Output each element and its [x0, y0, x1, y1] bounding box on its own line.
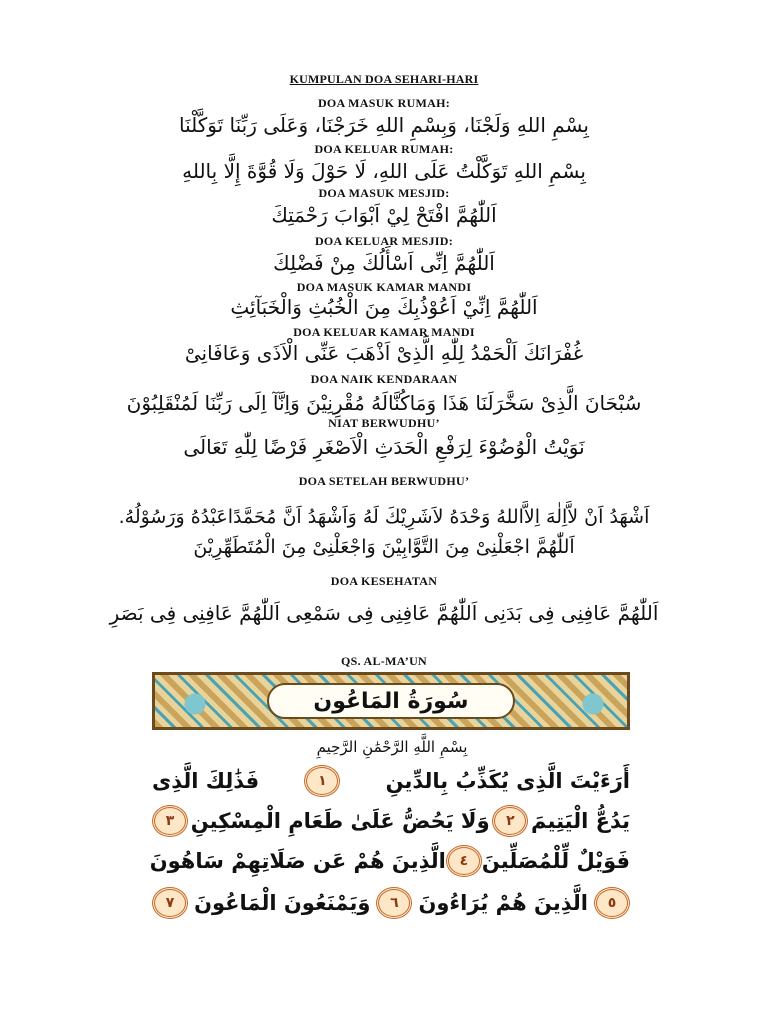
surah-banner [152, 672, 630, 730]
arabic-doa-keluar-rumah: بِسْمِ اللهِ تَوَكَّلْتُ عَلَى اللهِ، لَا حَوْلَ وَلَا قُوَّةَ إِلَّا بِاللهِ [182, 159, 586, 183]
ayah-number-marker: ٣ [152, 805, 188, 837]
heading-doa-masuk-rumah: DOA MASUK RUMAH: [317, 96, 451, 110]
arabic-doa-masuk-mesjid: اَللّٰهُمَّ افْتَحْ لِيْ اَبْوَابَ رَحْمَتِكَ [271, 203, 497, 227]
arabic-doa-masuk-kamar-mandi: اَللّٰهُمَّ اِنِّيْ اَعُوْذُبِكَ مِنَ الْخُبُثِ وَالْخَبَآئِثِ [230, 295, 538, 319]
heading-doa-naik-kendaraan: DOA NAIK KENDARAAN [310, 372, 458, 386]
arabic-doa-naik-kendaraan: سُبْحَانَ الَّذِىْ سَخَّرَلَنَا هَذَا وَمَاكُنَّالَهُ مُقْرِنِيْنَ وَاِنَّآ اِلَى رَبِّنَا لَمُنْقَلِبُوْنَ [126, 391, 642, 415]
arabic-doa-setelah-berwudhu-1: اَشْهَدُ اَنْ لاَّاِلٰهَ اِلاَّاللهُ وَحْدَهُ لاَشَرِيْكَ لَهُ وَاَشْهَدُ اَنَّ مُحَمَّدًاعَبْدُهُ وَرَسُوْلُهُ. [118, 506, 650, 528]
ayah-line-4 [152, 884, 630, 922]
arabic-doa-setelah-berwudhu-2: اَللّٰهُمَّ اجْعَلْنِىْ مِنَ التَّوَّابِيْنَ وَاجْعَلْنِىْ مِنَ الْمُتَطَهِّرِيْنَ [193, 536, 575, 558]
arabic-doa-keluar-mesjid: اَللّٰهُمَّ اِنِّى اَسْأَلُكَ مِنْ فَضْلِكَ [273, 251, 495, 275]
ayah-text: فَذَٰلِكَ الَّذِى [152, 769, 260, 793]
ayah-text: يَدُعُّ الْيَتِيمَ [531, 809, 630, 833]
arabic-doa-kesehatan: اَللّٰهُمَّ عَافِنِى فِى بَدَنِى اَللّٰهُمَّ عَافِنِى فِى سَمْعِى اَللّٰهُمَّ عَافِنِى فِى بَصَرِ [109, 601, 659, 625]
arabic-doa-keluar-kamar-mandi: غُفْرَانَكَ اَلْحَمْدُ لِلّٰهِ الَّذِىْ اَذْهَبَ عَنِّى الْاَذَى وَعَافَانِىْ [184, 341, 584, 365]
ayah-text: الَّذِينَ هُمْ عَن صَلَاتِهِمْ سَاهُونَ [149, 849, 446, 873]
heading-doa-setelah-berwudhu: DOA SETELAH BERWUDHU’ [298, 474, 470, 488]
surah-banner-title: سُورَةُ المَاعُون [267, 683, 515, 719]
ayah-number-marker: ٧ [152, 887, 188, 919]
ayah-text: أَرَءَيْتَ الَّذِى يُكَذِّبُ بِالدِّينِ [385, 769, 630, 793]
heading-qs-al-maun: QS. AL-MA’UN [340, 654, 428, 668]
ayah-text: الَّذِينَ هُمْ يُرَاءُونَ [418, 891, 588, 915]
ayah-text: وَلَا يَحُضُّ عَلَىٰ طَعَامِ الْمِسْكِينِ [190, 809, 490, 833]
heading-doa-masuk-kamar-mandi: DOA MASUK KAMAR MANDI [296, 280, 472, 294]
heading-doa-keluar-mesjid: DOA KELUAR MESJID: [314, 234, 454, 248]
heading-doa-kesehatan: DOA KESEHATAN [330, 574, 438, 588]
arabic-doa-masuk-rumah: بِسْمِ اللهِ وَلَجْنَا، وَبِسْمِ اللهِ خَرَجْنَا، وَعَلَى رَبِّنَا تَوَكَّلْنَا [179, 113, 589, 137]
ayah-line-1 [152, 762, 630, 800]
heading-doa-keluar-kamar-mandi: DOA KELUAR KAMAR MANDI [293, 325, 475, 339]
ayah-number-marker: ٤ [446, 845, 482, 877]
ayah-text: فَوَيْلٌ لِّلْمُصَلِّينَ [481, 849, 630, 873]
ayah-number-marker: ٢ [492, 805, 528, 837]
ayah-number-marker: ٦ [376, 887, 412, 919]
document-title: KUMPULAN DOA SEHARI-HARI [289, 72, 479, 86]
ayah-number-marker: ١ [304, 765, 340, 797]
ayah-line-2 [152, 802, 630, 840]
ayah-number-marker: ٥ [594, 887, 630, 919]
heading-niat-berwudhu: NIAT BERWUDHU’ [328, 416, 440, 430]
heading-doa-masuk-mesjid: DOA MASUK MESJID: [318, 186, 450, 200]
basmala: بِسْمِ اللَّهِ الرَّحْمَٰنِ الرَّحِيمِ [316, 738, 468, 756]
surah-al-maun-panel [149, 672, 630, 930]
arabic-niat-berwudhu: نَوَيْتُ الْوُضُوْءَ لِرَفْعِ الْحَدَثِ الْاَصْغَرِ فَرْضًا لِلّٰهِ تَعَالَى [183, 435, 585, 459]
heading-doa-keluar-rumah: DOA KELUAR RUMAH: [314, 142, 454, 156]
ayah-line-3 [149, 842, 630, 880]
ayah-text: وَيَمْنَعُونَ الْمَاعُونَ [194, 891, 371, 915]
